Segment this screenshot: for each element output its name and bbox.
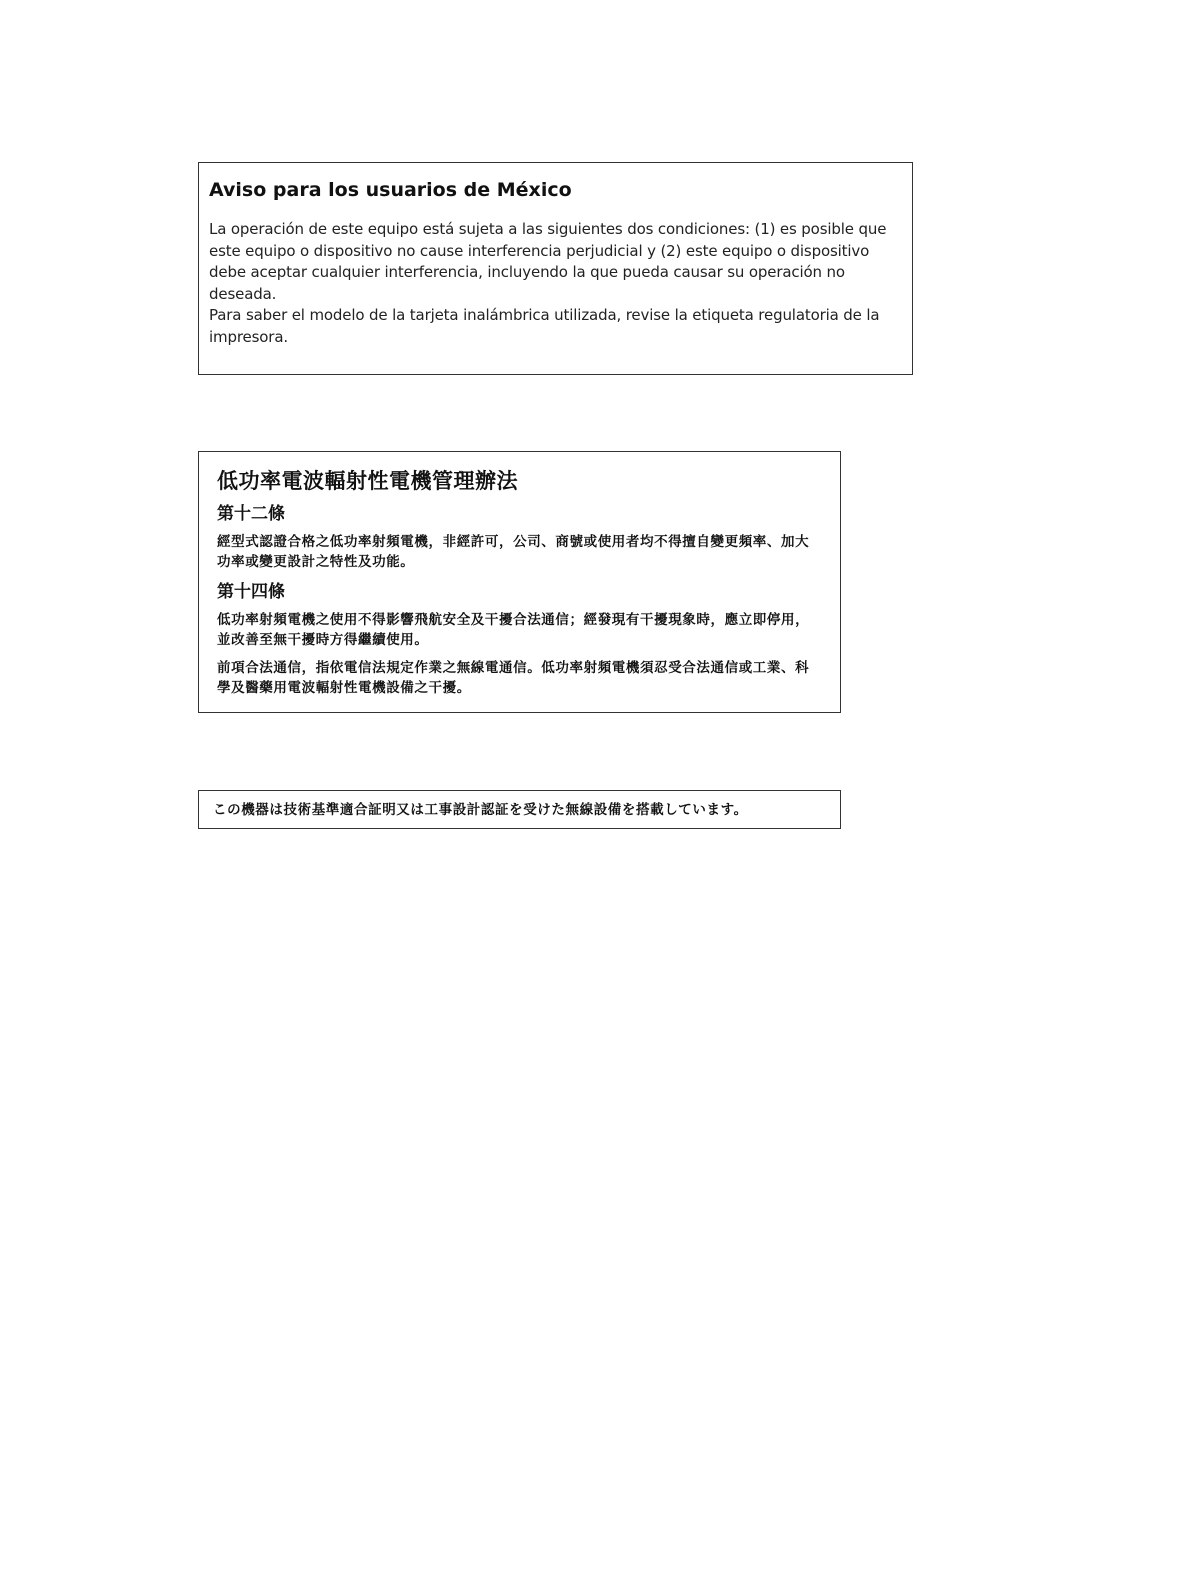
mexico-notice-card-model: Para saber el modelo de la tarjeta inalámbrica utilizada, revise la etiqueta regulatoria de la impresora. [209,306,880,346]
article-14-text-1: 低功率射頻電機之使用不得影響飛航安全及干擾合法通信；經發現有干擾現象時，應立即停用，並改善至無干擾時方得繼續使用。 [217,612,810,648]
article-14-heading: 第十四條 [217,582,285,602]
article-14-text-2: 前項合法通信，指依電信法規定作業之無線電通信。低功率射頻電機須忍受合法通信或工業、科學及醫藥用電波輻射性電機設備之干擾。 [217,660,810,696]
japan-radio-notice [198,790,841,829]
mexico-notice-conditions: La operación de este equipo está sujeta a las siguientes dos condiciones: (1) es posible que este equipo o dispositivo no cause interferencia perjudicial y (2) este equipo o dispositivo debe aceptar cualquier interferencia, incluyendo la que pueda causar su operación no deseada. [209,220,887,303]
article-12-heading: 第十二條 [217,504,285,524]
japan-notice-text: この機器は技術基準適合証明又は工事設計認証を受けた無線設備を搭載しています。 [213,801,748,818]
mexico-user-notice [198,162,913,375]
article-12-text: 經型式認證合格之低功率射頻電機，非經許可，公司、商號或使用者均不得擅自變更頻率、加大功率或變更設計之特性及功能。 [217,534,810,570]
mexico-notice-title: Aviso para los usuarios de México [209,179,572,201]
taiwan-notice-title: 低功率電波輻射性電機管理辦法 [217,469,518,493]
taiwan-low-power-notice [198,451,841,713]
